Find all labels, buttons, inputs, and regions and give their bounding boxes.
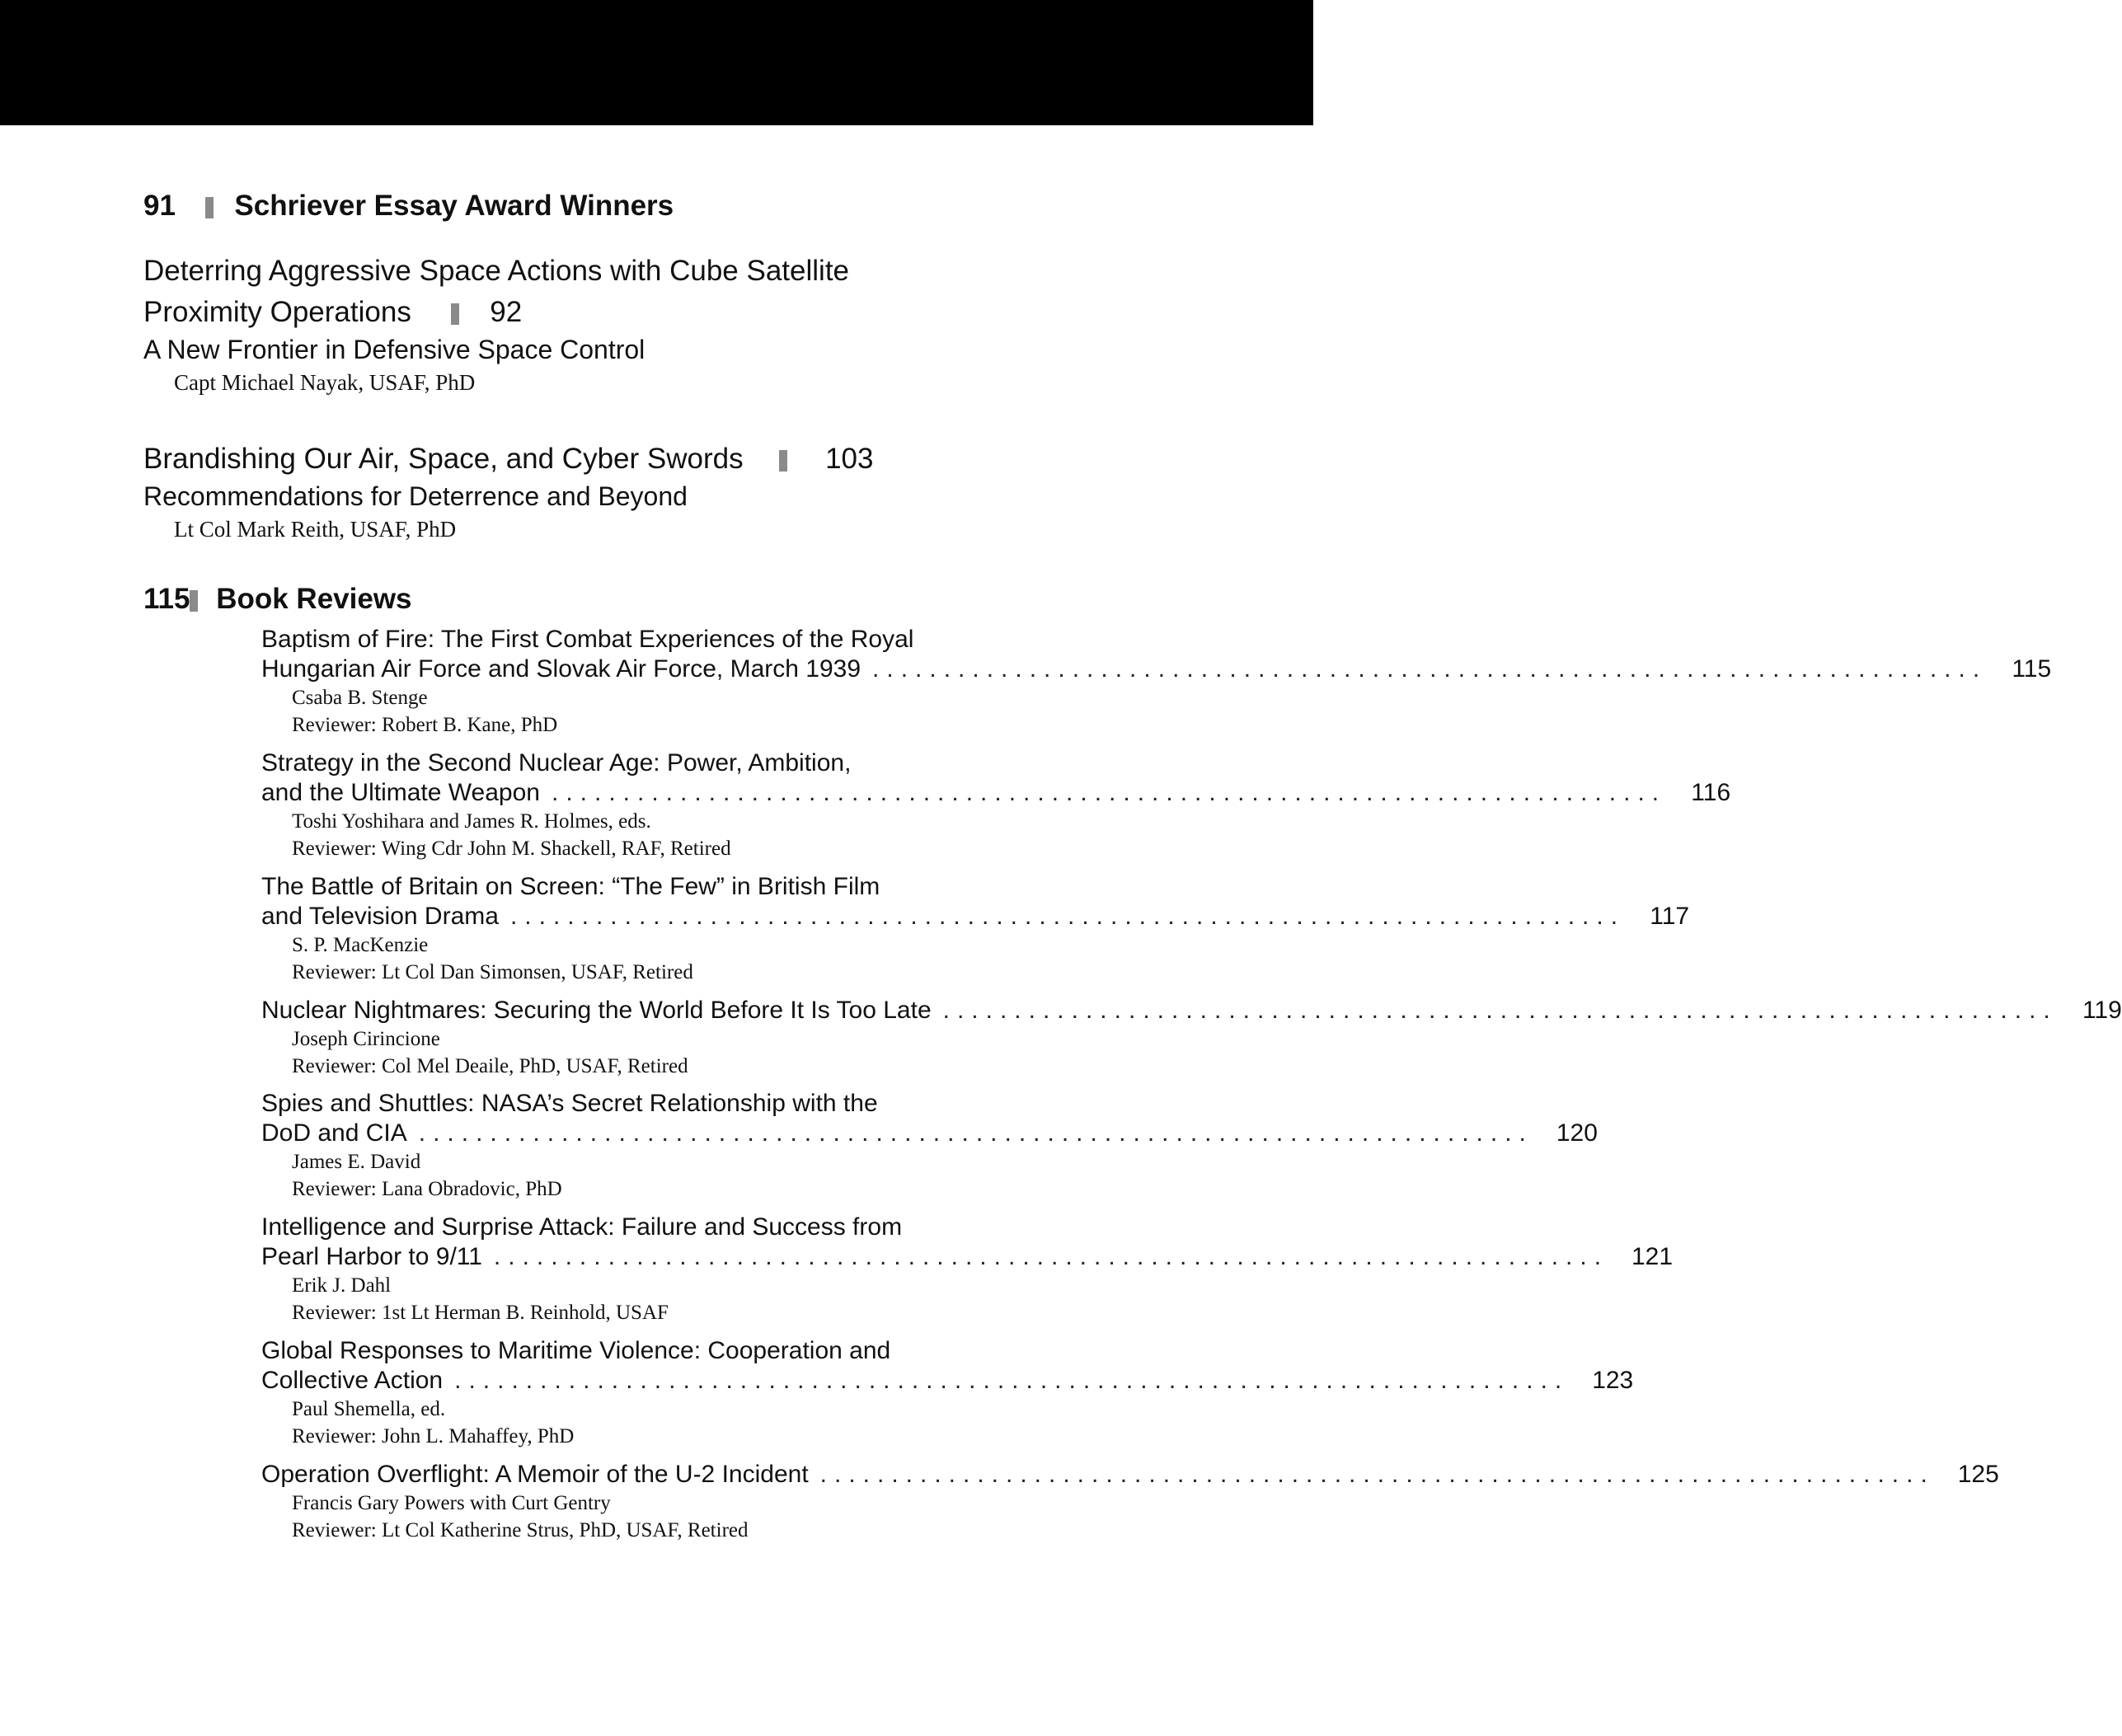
article-title-line	[143, 292, 849, 333]
section-header-book-reviews	[143, 583, 412, 616]
separator-bar	[451, 303, 459, 325]
separator-bar	[205, 197, 214, 218]
review-entry	[261, 625, 2052, 739]
review-page-number[interactable]: 125	[1957, 1461, 1999, 1488]
review-title-text[interactable]: and Television Drama	[261, 903, 499, 930]
review-title-last-line	[261, 655, 2052, 684]
review-entry	[261, 996, 2122, 1080]
review-entry	[261, 748, 1731, 862]
review-page-number[interactable]: 115	[2012, 655, 2052, 683]
dot-leader: ..............................................................................	[551, 779, 1667, 806]
review-title-last-line	[261, 902, 1690, 931]
review-title-text[interactable]: Collective Action	[261, 1367, 444, 1394]
review-entry	[261, 1213, 1674, 1326]
reviewer: Reviewer: Lt Col Katherine Strus, PhD, USAF, Retired	[292, 1519, 749, 1541]
review-entry	[261, 872, 1690, 986]
review-title-line[interactable]: Global Responses to Maritime Violence: Cooperation and	[261, 1337, 891, 1364]
reviewer: Reviewer: Lt Col Dan Simonsen, USAF, Retired	[292, 961, 693, 983]
article-page-number[interactable]: 92	[490, 296, 523, 328]
book-author: Csaba B. Stenge	[292, 687, 428, 709]
review-title-last-line	[261, 778, 1731, 808]
dot-leader: ..............................................................................	[509, 903, 1626, 930]
reviewer: Reviewer: Lana Obradovic, PhD	[292, 1178, 562, 1200]
dot-leader: ..............................................................................	[872, 655, 1988, 683]
reviewer: Reviewer: Robert B. Kane, PhD	[292, 714, 558, 736]
review-page-number[interactable]: 117	[1650, 903, 1690, 930]
review-page-number[interactable]: 120	[1556, 1119, 1598, 1147]
review-title-last-line	[261, 1242, 1674, 1272]
article-page-number[interactable]: 103	[825, 443, 874, 475]
separator-bar	[779, 450, 787, 472]
section-header-schriever	[143, 190, 674, 223]
dot-leader: ..............................................................................	[942, 997, 2058, 1024]
article-title-text[interactable]: Proximity Operations	[143, 296, 411, 328]
review-title-line[interactable]: Strategy in the Second Nuclear Age: Power, Ambition,	[261, 749, 852, 777]
dot-leader: ..............................................................................	[454, 1367, 1570, 1394]
article-subtitle: A New Frontier in Defensive Space Control	[143, 335, 646, 364]
book-author: Francis Gary Powers with Curt Gentry	[292, 1492, 611, 1514]
article-author: Capt Michael Nayak, USAF, PhD	[174, 370, 476, 395]
review-title-text[interactable]: Pearl Harbor to 9/11	[261, 1243, 482, 1270]
section-page-number: 91	[143, 190, 176, 222]
review-page-number[interactable]: 123	[1592, 1367, 1634, 1394]
review-title-last-line	[261, 996, 2122, 1025]
reviewer: Reviewer: 1st Lt Herman B. Reinhold, USAF	[292, 1302, 669, 1324]
book-author: Erik J. Dahl	[292, 1274, 392, 1297]
review-title-text[interactable]: Nuclear Nightmares: Securing the World Before It Is Too Late	[261, 997, 932, 1024]
reviewer: Reviewer: Col Mel Deaile, PhD, USAF, Retired	[292, 1055, 688, 1077]
book-author: James E. David	[292, 1151, 421, 1173]
review-title-line[interactable]: Spies and Shuttles: NASA’s Secret Relationship with the	[261, 1090, 878, 1117]
section-title[interactable]: Schriever Essay Award Winners	[234, 190, 674, 222]
review-title-last-line	[261, 1119, 1598, 1148]
review-page-number[interactable]: 116	[1691, 779, 1731, 806]
top-black-band	[0, 0, 1313, 125]
review-title-text[interactable]: DoD and CIA	[261, 1119, 407, 1147]
article-entry	[143, 251, 849, 399]
review-entry	[261, 1089, 1598, 1203]
review-title-text[interactable]: and the Ultimate Weapon	[261, 779, 540, 806]
review-title-line[interactable]: Baptism of Fire: The First Combat Experiences of the Royal	[261, 626, 914, 653]
article-subtitle: Recommendations for Deterrence and Beyond	[143, 481, 688, 511]
separator-bar	[190, 590, 198, 612]
reviewer: Reviewer: John L. Mahaffey, PhD	[292, 1425, 575, 1447]
review-entry	[261, 1460, 1999, 1544]
review-page-number[interactable]: 119	[2082, 997, 2122, 1024]
review-title-last-line	[261, 1366, 1634, 1396]
review-entry	[261, 1336, 1634, 1450]
section-title[interactable]: Book Reviews	[216, 583, 412, 615]
book-author: Toshi Yoshihara and James R. Holmes, eds.	[292, 810, 651, 833]
article-title-line[interactable]: Deterring Aggressive Space Actions with Cube Satellite	[143, 255, 850, 287]
reviewer: Reviewer: Wing Cdr John M. Shackell, RAF, Retired	[292, 838, 731, 860]
book-author: S. P. MacKenzie	[292, 934, 429, 956]
dot-leader: ..............................................................................	[493, 1243, 1609, 1270]
article-entry	[143, 439, 873, 546]
article-author: Lt Col Mark Reith, USAF, PhD	[174, 517, 457, 542]
review-title-last-line	[261, 1460, 1999, 1490]
article-title-line	[143, 439, 873, 480]
dot-leader: ..............................................................................	[819, 1461, 1935, 1488]
article-title-text[interactable]: Brandishing Our Air, Space, and Cyber Swords	[143, 443, 744, 475]
review-title-text[interactable]: Hungarian Air Force and Slovak Air Force, March 1939	[261, 655, 861, 683]
section-page-number: 115	[143, 583, 190, 615]
review-page-number[interactable]: 121	[1631, 1243, 1674, 1270]
review-title-text[interactable]: Operation Overflight: A Memoir of the U-2 Incident	[261, 1461, 809, 1488]
dot-leader: ..............................................................................	[418, 1119, 1533, 1147]
review-title-line[interactable]: The Battle of Britain on Screen: “The Few” in British Film	[261, 873, 880, 900]
book-author: Joseph Cirincione	[292, 1028, 440, 1050]
review-title-line[interactable]: Intelligence and Surprise Attack: Failure and Success from	[261, 1213, 903, 1241]
book-author: Paul Shemella, ed.	[292, 1398, 446, 1420]
